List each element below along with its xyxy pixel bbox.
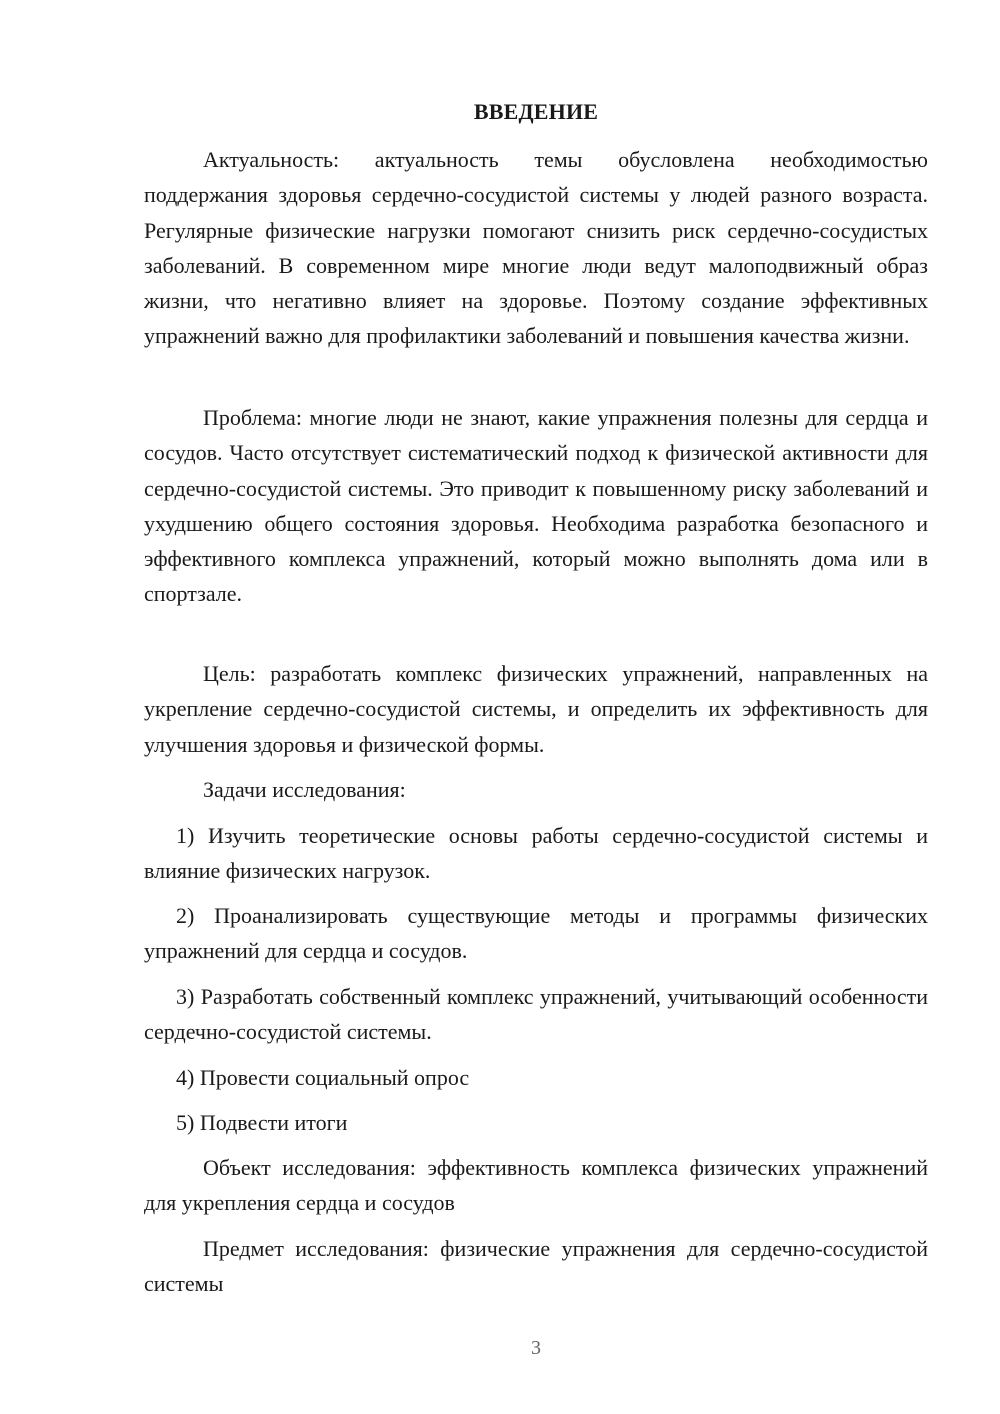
task-item-3: 3) Разработать собственный комплекс упражнений, учитывающий особенности сердечно-сосудистой системы. [144, 984, 928, 1045]
page-number: 3 [531, 1337, 541, 1359]
page-title: ВВЕДЕНИЕ [473, 99, 599, 124]
goal-paragraph: Цель: разработать комплекс физических упражнений, направленных на укрепление сердечно-сосудистой системы, и определить их эффективность для улучшения здоровья и физической формы. [144, 661, 928, 757]
subject-paragraph: Предмет исследования: физические упражнения для сердечно-сосудистой системы [144, 1236, 928, 1297]
tasks-heading: Задачи исследования: [203, 777, 406, 802]
relevance-paragraph: Актуальность: актуальность темы обусловлена необходимостью поддержания здоровья сердечно-сосудистой системы у людей разного возраста. Регулярные физические нагрузки помогают снизить риск сердечно-сосудистых заболеваний. В современном мире многие люди ведут малоподвижный образ жизни, что негативно влияет на здоровье. Поэтому создание эффективных упражнений важно для профилактики заболеваний и повышения качества жизни. [144, 147, 928, 349]
task-item-2: 2) Проанализировать существующие методы и программы физических упражнений для сердца и сосудов. [144, 903, 928, 964]
task-item-5: 5) Подвести итоги [176, 1110, 348, 1135]
task-item-1: 1) Изучить теоретические основы работы сердечно-сосудистой системы и влияние физических нагрузок. [144, 823, 928, 884]
task-item-4: 4) Провести социальный опрос [176, 1065, 470, 1090]
object-paragraph: Объект исследования: эффективность комплекса физических упражнений для укрепления сердца и сосудов [144, 1155, 928, 1216]
problem-paragraph: Проблема: многие люди не знают, какие упражнения полезны для сердца и сосудов. Часто отсутствует систематический подход к физической активности для сердечно-сосудистой системы. Это приводит к повышенному риску заболеваний и ухудшению общего состояния здоровья. Необходима разработка безопасного и эффективного комплекса упражнений, который можно выполнять дома или в спортзале. [144, 405, 928, 607]
